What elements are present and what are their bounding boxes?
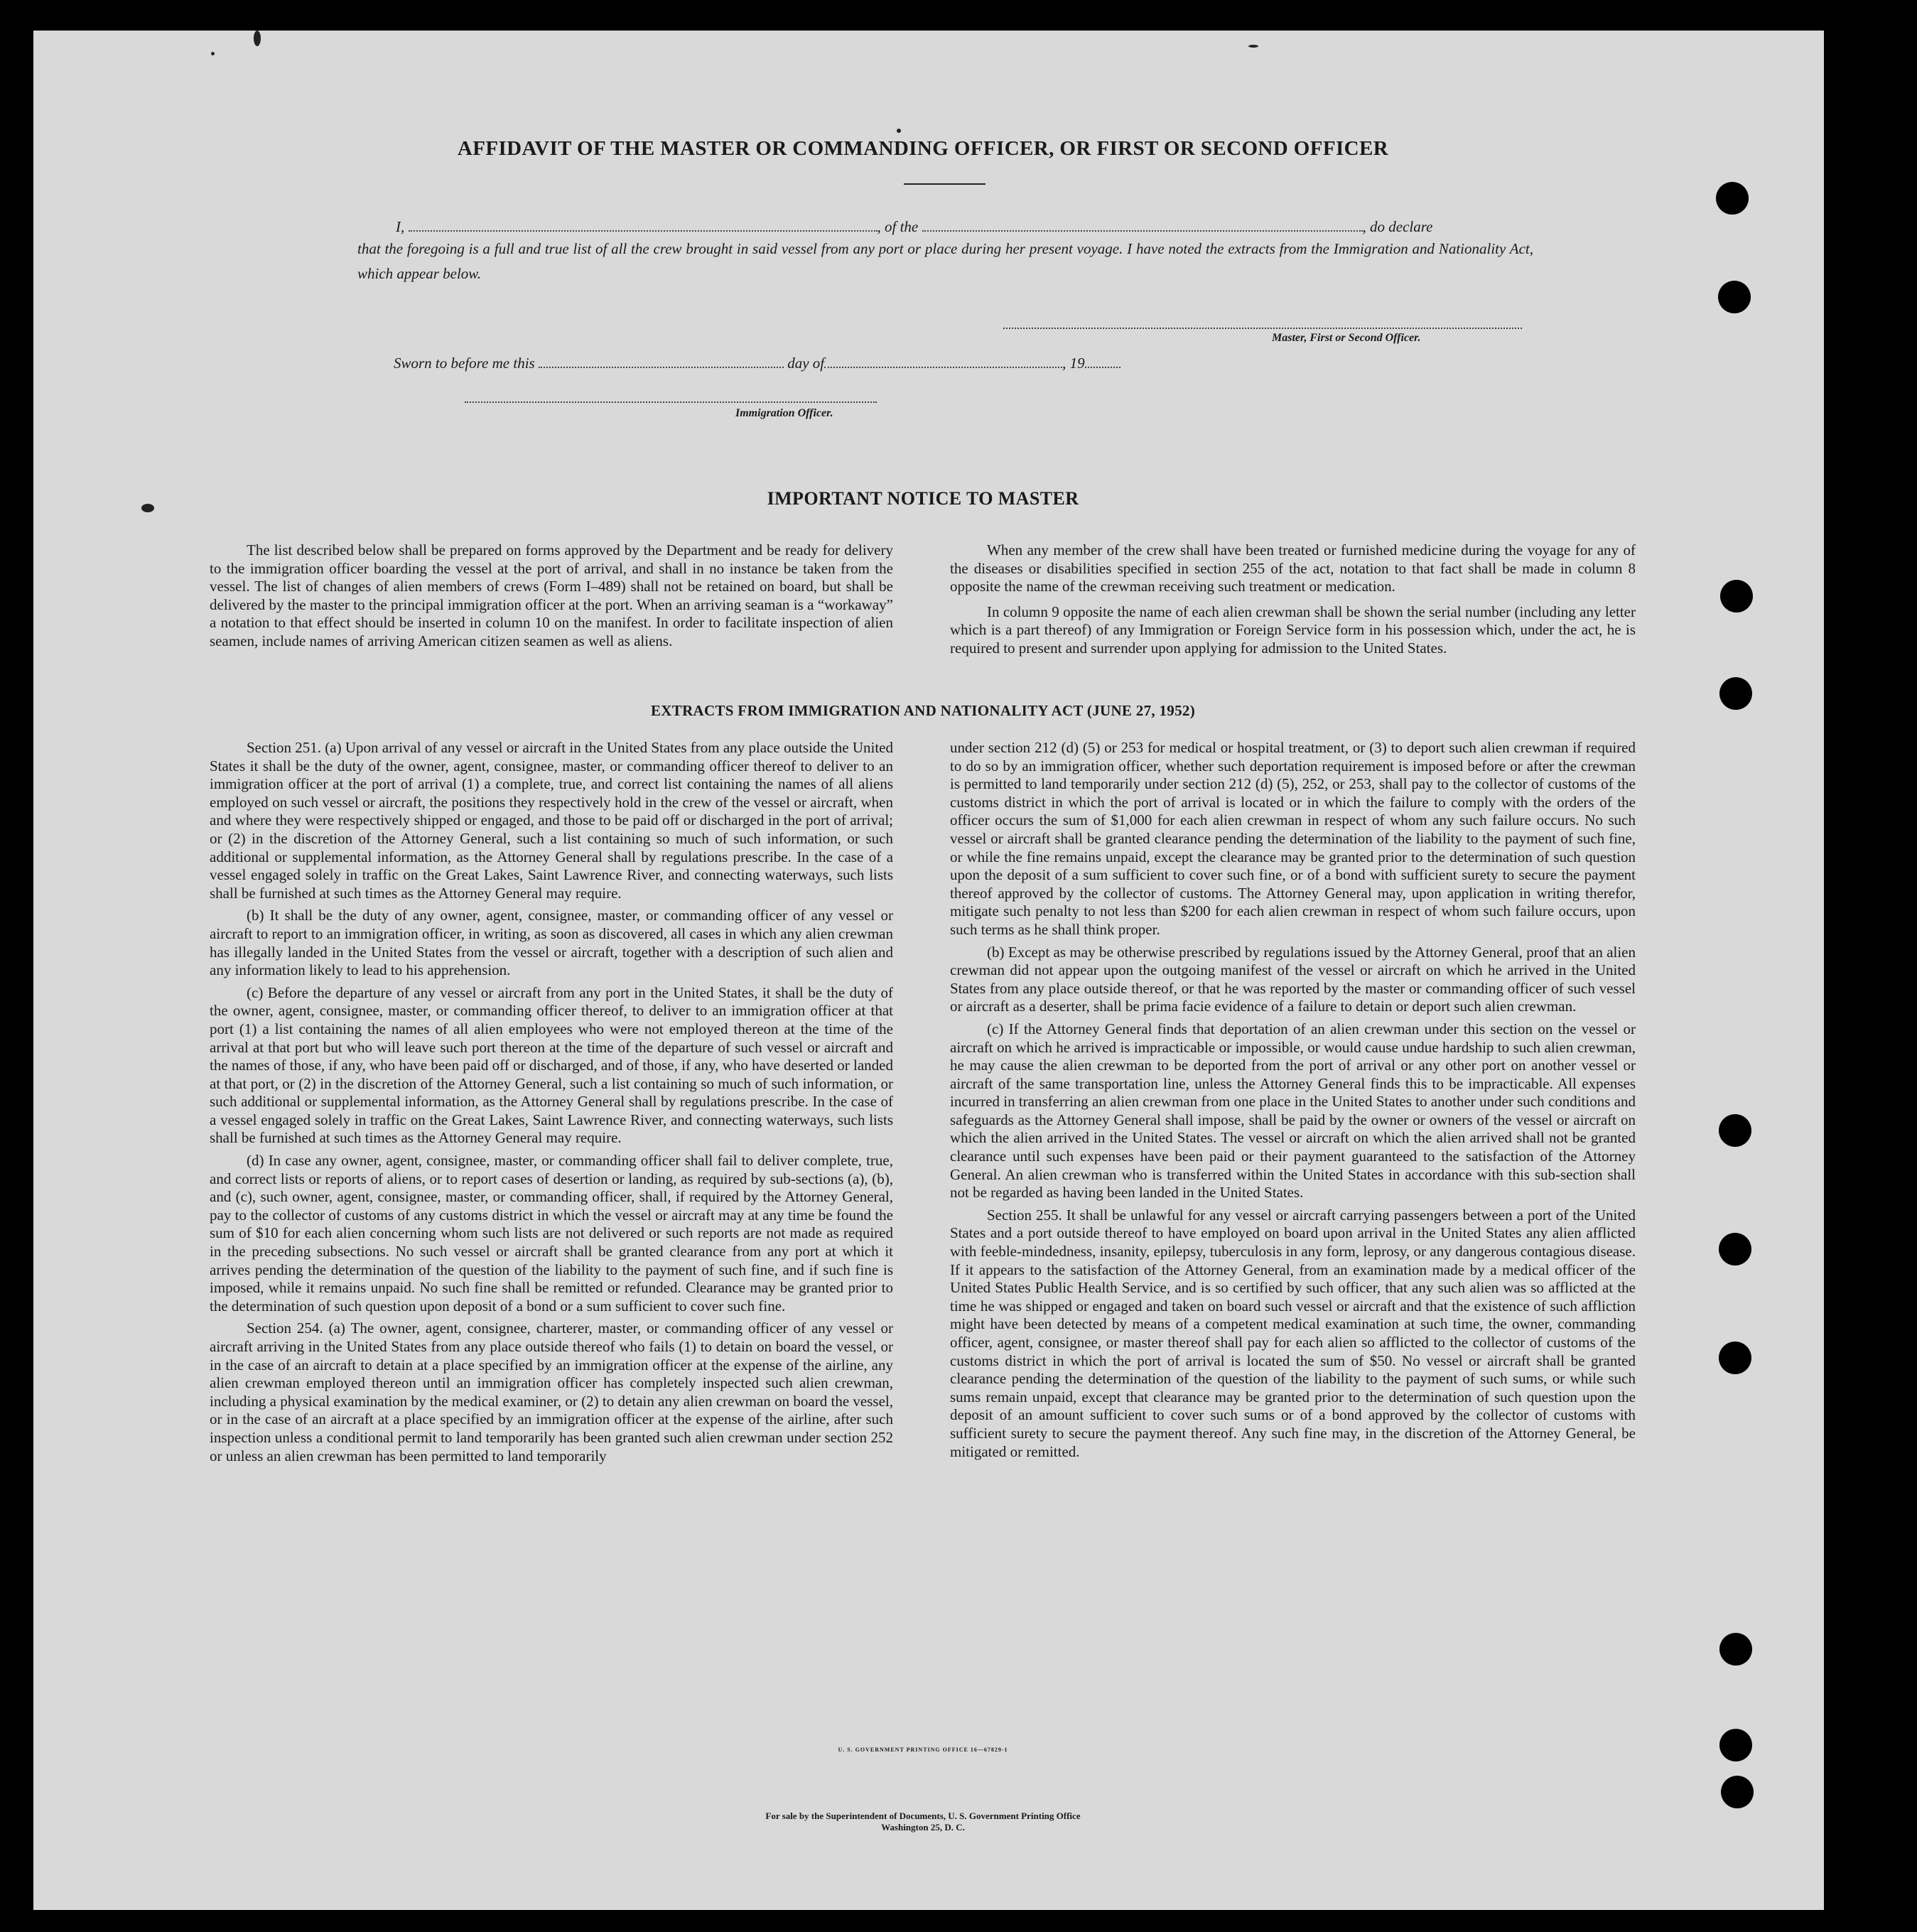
do-declare-label: , do declare [1362, 218, 1433, 235]
ink-speck [254, 31, 261, 46]
section-251-d: (d) In case any owner, agent, consignee, master, or commanding officer shall fail to deliver complete, true, and correct lists or reports of aliens, or to report cases of desertion or landing, as required by sub-sections (a), (b), and (c), such owner, agent, consignee, master, or commanding officer, shall, if required by the Attorney General, pay to the collector of customs of any customs district in which the vessel or aircraft may at any time be found the sum of $10 for each alien concerning whom such lists are not delivered or such reports are not made as required in the preceding subsections. No such vessel or aircraft shall be granted clearance from any port at which it arrives pending the determination of the question of the liability to the payment of such fine, and if such fine is imposed, while it remains unpaid. No such fine shall be remitted or refunded. Clearance may be granted prior to the determination of such question upon deposit of a bond or a sum sufficient to cover such fine. [210, 1152, 893, 1315]
declaration-line [396, 215, 1432, 236]
punch-hole [1719, 1729, 1752, 1761]
gpo-imprint: U. S. GOVERNMENT PRINTING OFFICE 16—67829-1 [838, 1747, 1008, 1753]
declarant-label: I, [396, 218, 405, 235]
declaration-text: that the foregoing is a full and true list of all the crew brought in said vessel from any port or place during her present voyage. I have noted the extracts from the Immigration and Nationality Act, which appear below. [357, 240, 1533, 282]
punch-hole [1719, 1233, 1751, 1265]
punch-hole [1720, 580, 1753, 612]
sworn-year-field[interactable] [1085, 352, 1120, 368]
sworn-line [394, 352, 1120, 372]
ink-speck [1248, 45, 1258, 48]
punch-hole [1719, 1633, 1752, 1666]
notice-heading: IMPORTANT NOTICE TO MASTER [767, 488, 1079, 509]
extracts-heading: EXTRACTS FROM IMMIGRATION AND NATIONALITY ACT (JUNE 27, 1952) [651, 702, 1195, 719]
sworn-month-field[interactable] [824, 352, 1062, 368]
vessel-name-field[interactable] [922, 215, 1363, 232]
form-page [33, 31, 1824, 1910]
affidavit-title: AFFIDAVIT OF THE MASTER OR COMMANDING OFFICER, OR FIRST OR SECOND OFFICER [457, 137, 1389, 160]
punch-hole [1721, 1776, 1754, 1808]
notice-right-paragraph-1: When any member of the crew shall have been treated or furnished medicine during the voyage for any of the diseases or disabilities specified in section 255 of the act, notation to that fact shall be made in column 8 opposite the name of the crewman receiving such treatment or medication. [950, 541, 1636, 595]
of-the-label: , of the [877, 218, 919, 235]
title-rule [904, 183, 986, 185]
section-254-b: (b) Except as may be otherwise prescribed by regulations issued by the Attorney General, proof that an alien crewman did not appear upon the outgoing manifest of the vessel or aircraft on which he arrived in the United States from any place outside thereof, or that he was reported by the master or commanding officer of such vessel or aircraft as a deserter, shall be prima facie evidence of a failure to detain or deport such alien crewman. [950, 943, 1636, 1015]
section-251-a: Section 251. (a) Upon arrival of any vessel or aircraft in the United States from any place outside the United States it shall be the duty of the owner, agent, consignee, master, or commanding officer thereof to deliver to an immigration officer at the port of arrival (1) a complete, true, and correct list containing the names of all aliens employed on such vessel or aircraft, the positions they respectively hold in the crew of the vessel or aircraft, when and where they were respectively shipped or engaged, and those to be paid off or discharged in the port of arrival; or (2) in the discretion of the Attorney General, such a list containing so much of such information, or such additional or supplemental information, as the Attorney General shall by regulations prescribe. In the case of a vessel engaged solely in traffic on the Great Lakes, Saint Lawrence River, and connecting waterways, such lists shall be furnished at such times as the Attorney General may require. [210, 739, 893, 902]
sworn-label: Sworn to before me this [394, 355, 535, 372]
section-254-c: (c) If the Attorney General finds that deportation of an alien crewman under this section on the vessel or aircraft on which he arrived is impracticable or impossible, or would cause undue hardship to such alien crewman, he may cause the alien crewman to be deported from the port of arrival or any other port on another vessel or aircraft of the same transportation line, unless the Attorney General finds this to be impracticable. All expenses incurred in transferring an alien crewman from one place in the United States to another under such conditions and safeguards as the Attorney General shall impose, shall be paid by the owner or owners of the vessel or aircraft on which the alien arrived in the United States. The vessel or aircraft on which the alien arrived shall not be granted clearance until such expenses have been paid or their payment guaranteed to the satisfaction of the Attorney General. An alien crewman who is transferred within the United States in accordance with this sub-section shall not be regarded as having been landed in the United States. [950, 1020, 1636, 1202]
ink-speck [211, 52, 215, 55]
section-255: Section 255. It shall be unlawful for any vessel or aircraft carrying passengers between a port of the United States and a port outside thereof to have employed on board upon arrival in the United States any alien afflicted with feeble-mindedness, insanity, epilepsy, tuberculosis in any form, leprosy, or any dangerous contagious disease. If it appears to the satisfaction of the Attorney General, from an examination made by a medical officer of the United States Public Health Service, and is so certified by such officer, that any such alien was so afflicted at the time he was shipped or engaged and taken on board such vessel or aircraft and that the existence of such affliction might have been detected by means of a competent medical examination at such time, the owner, commanding officer, agent, consignee, or master thereof shall pay for each alien so afflicted to the collector of customs of the customs district in which the port of arrival is located the sum of $50. No vessel or aircraft shall be granted clearance pending the determination of the question of the liability to the payment of such sums, or while such sums remain unpaid, except that clearance may be granted prior to the determination of such question upon the deposit of an amount sufficient to cover such sums or of a bond approved by the collector of customs with sufficient surety to secure the payment thereof. Any such fine may, in the discretion of the Attorney General, be mitigated or remitted. [950, 1206, 1636, 1460]
sale-line-1: For sale by the Superintendent of Documents, U. S. Government Printing Office [765, 1810, 1081, 1821]
master-signature-line[interactable] [1003, 328, 1522, 329]
master-signature-caption: Master, First or Second Officer. [1272, 332, 1421, 344]
punch-hole [1719, 1114, 1751, 1147]
extracts-left-column [210, 739, 893, 1469]
declarant-name-field[interactable] [409, 215, 878, 232]
section-251-b: (b) It shall be the duty of any owner, agent, consignee, master, or commanding officer of any vessel or aircraft to report to an immigration officer, in writing, as soon as discovered, all cases in which any alien crewman has illegally landed in the United States from the vessel or aircraft, together with a description of such alien and any information likely to lead to his apprehension. [210, 907, 893, 979]
section-254-a-continued: under section 212 (d) (5) or 253 for medical or hospital treatment, or (3) to deport such alien crewman if required to do so by an immigration officer, whether such deportation requirement is imposed before or after the crewman is permitted to land temporarily under section 212 (d) (5), 252, or 253, shall pay to the collector of customs of the customs district in which the port of arrival is located or in which the failure to comply with the orders of the officer occurs the sum of $1,000 for each alien crewman in respect of whom any such failure occurs. No such vessel or aircraft shall be granted clearance pending the determination of the liability to the payment of such fine, or while the fine remains unpaid, except the clearance may be granted prior to the determination of such question upon the deposit of a sum sufficient to cover such fine, or of a bond with sufficient surety to secure the payment thereof approved by the collector of customs. The Attorney General may, upon application in writing therefor, mitigate such penalty to not less than $200 for each alien crewman in respect of whom such failure occurs, upon such terms as he shall think proper. [950, 739, 1636, 938]
year-label: , 19 [1062, 355, 1085, 372]
sale-line-2: Washington 25, D. C. [881, 1822, 965, 1833]
punch-hole [1716, 182, 1749, 215]
immigration-signature-caption: Immigration Officer. [735, 407, 833, 419]
sworn-day-field[interactable] [539, 352, 784, 368]
notice-left-column [210, 541, 893, 655]
section-251-c: (c) Before the departure of any vessel or aircraft from any port in the United States, it shall be the duty of the owner, agent, consignee, master, or commanding officer thereof, to deliver to an immigration officer at that port (1) a list containing the names of all alien employees who were not employed thereon at the time of the arrival at that port but who will leave such port thereon at the time of the departure of such vessel or aircraft and the names of those, if any, who have been paid off or discharged, and of those, if any, who have deserted or landed at that port, or (2) in the discretion of the Attorney General, such a list containing so much of such information, or such additional or supplemental information, as the Attorney General shall by regulations prescribe. In the case of a vessel engaged solely in traffic on the Great Lakes, Saint Lawrence River, and connecting waterways, such lists shall be furnished at such times as the Attorney General may require. [210, 983, 893, 1147]
notice-right-paragraph-2: In column 9 opposite the name of each alien crewman shall be shown the serial number (including any letter which is a part thereof) of any Immigration or Foreign Service form in his possession which, under the act, he is required to present and surrender upon applying for admission to the United States. [950, 603, 1636, 657]
notice-left-paragraph: The list described below shall be prepared on forms approved by the Department and be ready for delivery to the immigration officer boarding the vessel at the port of arrival, and shall in no instance be taken from the vessel. The list of changes of alien members of crews (Form I–489) shall not be retained on board, but shall be delivered by the master to the principal immigration officer at the port. When an arriving seaman is a “workaway” a notation to that effect should be inserted in column 10 on the manifest. In order to facilitate inspection of alien seamen, include names of arriving American citizen seamen as well as aliens. [210, 541, 893, 649]
notice-right-column [950, 541, 1636, 662]
sale-notice [33, 1810, 1813, 1833]
punch-hole [1719, 1342, 1751, 1374]
extracts-right-column [950, 739, 1636, 1465]
section-254-a: Section 254. (a) The owner, agent, consignee, charterer, master, or commanding officer of any vessel or aircraft arriving in the United States from any place outside thereof who fails (1) to detain on board the vessel, or in the case of an aircraft to detain at a place specified by an immigration officer at the expense of the airline, any alien crewman employed thereon until an immigration officer has completely inspected such alien crewman, including a physical examination by the medical examiner, or (2) to detain any alien crewman on board the vessel, or in the case of an aircraft at a place specified by an immigration officer at the expense of the airline, after such inspection unless a conditional permit to land temporarily has been granted such alien crewman under section 252 or unless an alien crewman has been permitted to land temporarily [210, 1320, 893, 1464]
day-of-label: day of [787, 355, 825, 372]
punch-hole [1718, 281, 1751, 313]
ink-speck [897, 129, 901, 133]
immigration-signature-line[interactable] [465, 401, 877, 403]
